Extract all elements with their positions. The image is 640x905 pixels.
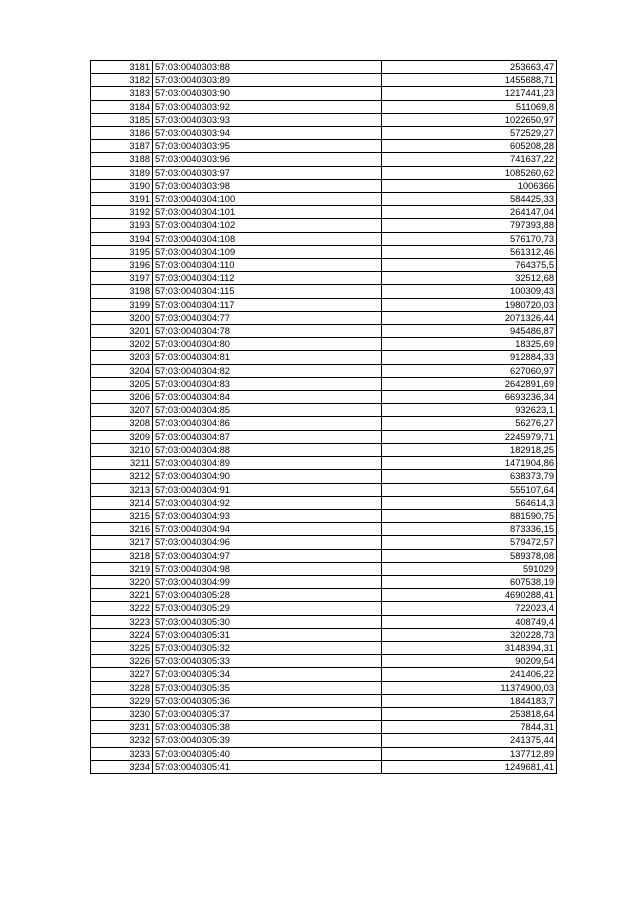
table-row: [91, 734, 557, 747]
value-cell: 1006366: [382, 179, 557, 192]
cadastral-number-cell: 57:03:0040305:36: [153, 694, 382, 707]
value-cell: 1455688,71: [382, 74, 557, 87]
table-row: [91, 219, 557, 232]
row-number-cell: 3182: [91, 74, 153, 87]
row-number-cell: 3213: [91, 483, 153, 496]
cadastral-number-cell: 57:03:0040305:35: [153, 681, 382, 694]
row-number-cell: 3230: [91, 707, 153, 720]
cadastral-number-cell: 57:03:0040304:96: [153, 536, 382, 549]
row-number-cell: 3218: [91, 549, 153, 562]
table-row: [91, 694, 557, 707]
cadastral-number-cell: 57:03:0040304:78: [153, 325, 382, 338]
row-number-cell: 3215: [91, 509, 153, 522]
cadastral-number-cell: 57:03:0040304:83: [153, 377, 382, 390]
table-row: [91, 721, 557, 734]
value-cell: 90209,54: [382, 655, 557, 668]
row-number-cell: 3187: [91, 140, 153, 153]
table-row: [91, 760, 557, 773]
row-number-cell: 3193: [91, 219, 153, 232]
value-cell: 932623,1: [382, 404, 557, 417]
cadastral-number-cell: 57:03:0040304:90: [153, 470, 382, 483]
row-number-cell: 3229: [91, 694, 153, 707]
row-number-cell: 3195: [91, 245, 153, 258]
value-cell: 576170,73: [382, 232, 557, 245]
cadastral-number-cell: 57:03:0040304:97: [153, 549, 382, 562]
table-row: [91, 443, 557, 456]
row-number-cell: 3224: [91, 628, 153, 641]
value-cell: 764375,5: [382, 259, 557, 272]
cadastral-number-cell: 57:03:0040303:89: [153, 74, 382, 87]
value-cell: 1249681,41: [382, 760, 557, 773]
table-row: [91, 311, 557, 324]
value-cell: 241375,44: [382, 734, 557, 747]
row-number-cell: 3232: [91, 734, 153, 747]
table-row: [91, 61, 557, 74]
value-cell: 4690288,41: [382, 589, 557, 602]
row-number-cell: 3185: [91, 113, 153, 126]
value-cell: 6693236,34: [382, 391, 557, 404]
row-number-cell: 3188: [91, 153, 153, 166]
cadastral-number-cell: 57:03:0040304:110: [153, 259, 382, 272]
row-number-cell: 3220: [91, 575, 153, 588]
cadastral-number-cell: 57:03:0040304:101: [153, 206, 382, 219]
table-row: [91, 536, 557, 549]
table-row: [91, 615, 557, 628]
value-cell: 18325,69: [382, 338, 557, 351]
value-cell: 1217441,23: [382, 87, 557, 100]
cadastral-number-cell: 57:03:0040305:39: [153, 734, 382, 747]
cadastral-number-cell: 57:03:0040304:86: [153, 417, 382, 430]
cadastral-number-cell: 57:03:0040304:89: [153, 457, 382, 470]
value-cell: 56276,27: [382, 417, 557, 430]
row-number-cell: 3202: [91, 338, 153, 351]
value-cell: 722023,4: [382, 602, 557, 615]
value-cell: 881590,75: [382, 509, 557, 522]
row-number-cell: 3197: [91, 272, 153, 285]
cadastral-number-cell: 57:03:0040304:99: [153, 575, 382, 588]
table-row: [91, 562, 557, 575]
cadastral-number-cell: 57:03:0040304:82: [153, 364, 382, 377]
table-row: [91, 483, 557, 496]
cadastral-number-cell: 57:03:0040304:117: [153, 298, 382, 311]
value-cell: 564614,3: [382, 496, 557, 509]
table-row: [91, 100, 557, 113]
table-row: [91, 747, 557, 760]
cadastral-number-cell: 57:03:0040304:81: [153, 351, 382, 364]
value-cell: 741637,22: [382, 153, 557, 166]
table-row: [91, 589, 557, 602]
row-number-cell: 3189: [91, 166, 153, 179]
table-row: [91, 259, 557, 272]
row-number-cell: 3205: [91, 377, 153, 390]
table-row: [91, 364, 557, 377]
table-row: [91, 470, 557, 483]
cadastral-number-cell: 57:03:0040305:30: [153, 615, 382, 628]
row-number-cell: 3211: [91, 457, 153, 470]
row-number-cell: 3234: [91, 760, 153, 773]
table-row: [91, 193, 557, 206]
cadastral-number-cell: 57:03:0040305:29: [153, 602, 382, 615]
cadastral-number-cell: 57:03:0040305:40: [153, 747, 382, 760]
row-number-cell: 3209: [91, 430, 153, 443]
table-row: [91, 457, 557, 470]
table-row: [91, 377, 557, 390]
row-number-cell: 3233: [91, 747, 153, 760]
value-cell: 264147,04: [382, 206, 557, 219]
row-number-cell: 3210: [91, 443, 153, 456]
value-cell: 873336,15: [382, 523, 557, 536]
table-row: [91, 430, 557, 443]
cadastral-number-cell: 57:03:0040303:88: [153, 61, 382, 74]
table-row: [91, 74, 557, 87]
table-row: [91, 325, 557, 338]
row-number-cell: 3206: [91, 391, 153, 404]
table-row: [91, 179, 557, 192]
row-number-cell: 3196: [91, 259, 153, 272]
table-row: [91, 351, 557, 364]
value-cell: 912884,33: [382, 351, 557, 364]
row-number-cell: 3222: [91, 602, 153, 615]
cadastral-number-cell: 57:03:0040303:98: [153, 179, 382, 192]
row-number-cell: 3192: [91, 206, 153, 219]
table-row: [91, 206, 557, 219]
table-row: [91, 285, 557, 298]
cadastral-number-cell: 57:03:0040304:94: [153, 523, 382, 536]
cadastral-number-cell: 57:03:0040304:88: [153, 443, 382, 456]
cadastral-number-cell: 57:03:0040304:85: [153, 404, 382, 417]
value-cell: 1844183,7: [382, 694, 557, 707]
value-cell: 627060,97: [382, 364, 557, 377]
value-cell: 182918,25: [382, 443, 557, 456]
value-cell: 605208,28: [382, 140, 557, 153]
value-cell: 320228,73: [382, 628, 557, 641]
cadastral-number-cell: 57:03:0040304:77: [153, 311, 382, 324]
cadastral-number-cell: 57:03:0040305:28: [153, 589, 382, 602]
row-number-cell: 3207: [91, 404, 153, 417]
cadastral-number-cell: 57:03:0040305:34: [153, 668, 382, 681]
row-number-cell: 3212: [91, 470, 153, 483]
value-cell: 137712,89: [382, 747, 557, 760]
value-cell: 3148394,31: [382, 641, 557, 654]
row-number-cell: 3200: [91, 311, 153, 324]
row-number-cell: 3221: [91, 589, 153, 602]
table-row: [91, 232, 557, 245]
cadastral-number-cell: 57:03:0040304:93: [153, 509, 382, 522]
row-number-cell: 3227: [91, 668, 153, 681]
table-row: [91, 87, 557, 100]
row-number-cell: 3204: [91, 364, 153, 377]
table-body: [91, 61, 557, 774]
table-row: [91, 549, 557, 562]
value-cell: 241406,22: [382, 668, 557, 681]
row-number-cell: 3217: [91, 536, 153, 549]
value-cell: 591029: [382, 562, 557, 575]
table-row: [91, 681, 557, 694]
cadastral-number-cell: 57:03:0040304:100: [153, 193, 382, 206]
table-row: [91, 523, 557, 536]
cadastral-number-cell: 57:03:0040304:84: [153, 391, 382, 404]
value-cell: 555107,64: [382, 483, 557, 496]
row-number-cell: 3228: [91, 681, 153, 694]
value-cell: 100309,43: [382, 285, 557, 298]
table-row: [91, 113, 557, 126]
cadastral-number-cell: 57:03:0040303:94: [153, 127, 382, 140]
row-number-cell: 3201: [91, 325, 153, 338]
table-row: [91, 602, 557, 615]
cadastral-number-cell: 57:03:0040304:102: [153, 219, 382, 232]
table-row: [91, 391, 557, 404]
cadastral-number-cell: 57:03:0040305:31: [153, 628, 382, 641]
table-row: [91, 166, 557, 179]
row-number-cell: 3191: [91, 193, 153, 206]
cadastral-number-cell: 57:03:0040304:80: [153, 338, 382, 351]
value-cell: 1022650,97: [382, 113, 557, 126]
cadastral-number-cell: 57:03:0040303:90: [153, 87, 382, 100]
row-number-cell: 3190: [91, 179, 153, 192]
cadastral-number-cell: 57:03:0040303:95: [153, 140, 382, 153]
value-cell: 511069,8: [382, 100, 557, 113]
row-number-cell: 3181: [91, 61, 153, 74]
row-number-cell: 3225: [91, 641, 153, 654]
value-cell: 797393,88: [382, 219, 557, 232]
value-cell: 638373,79: [382, 470, 557, 483]
row-number-cell: 3208: [91, 417, 153, 430]
value-cell: 11374900,03: [382, 681, 557, 694]
value-cell: 253818,64: [382, 707, 557, 720]
value-cell: 253663,47: [382, 61, 557, 74]
row-number-cell: 3183: [91, 87, 153, 100]
table-row: [91, 509, 557, 522]
table-row: [91, 140, 557, 153]
table-row: [91, 404, 557, 417]
value-cell: 408749,4: [382, 615, 557, 628]
cadastral-number-cell: 57:03:0040305:41: [153, 760, 382, 773]
value-cell: 2071326,44: [382, 311, 557, 324]
table-row: [91, 628, 557, 641]
table-row: [91, 668, 557, 681]
document-page: [90, 60, 557, 774]
table-row: [91, 496, 557, 509]
table-row: [91, 153, 557, 166]
row-number-cell: 3199: [91, 298, 153, 311]
row-number-cell: 3219: [91, 562, 153, 575]
row-number-cell: 3194: [91, 232, 153, 245]
row-number-cell: 3226: [91, 655, 153, 668]
cadastral-number-cell: 57:03:0040305:33: [153, 655, 382, 668]
cadastral-number-cell: 57:03:0040303:97: [153, 166, 382, 179]
value-cell: 2642891,69: [382, 377, 557, 390]
cadastral-number-cell: 57:03:0040304:108: [153, 232, 382, 245]
row-number-cell: 3198: [91, 285, 153, 298]
table-row: [91, 655, 557, 668]
row-number-cell: 3214: [91, 496, 153, 509]
value-cell: 579472,57: [382, 536, 557, 549]
value-cell: 589378,08: [382, 549, 557, 562]
cadastral-number-cell: 57:03:0040304:87: [153, 430, 382, 443]
cadastral-number-cell: 57:03:0040304:98: [153, 562, 382, 575]
cadastral-number-cell: 57:03:0040304:115: [153, 285, 382, 298]
cadastral-number-cell: 57:03:0040304:91: [153, 483, 382, 496]
value-cell: 561312,46: [382, 245, 557, 258]
cadastral-value-table: [90, 60, 557, 774]
row-number-cell: 3184: [91, 100, 153, 113]
table-row: [91, 338, 557, 351]
value-cell: 607538,19: [382, 575, 557, 588]
value-cell: 32512,68: [382, 272, 557, 285]
cadastral-number-cell: 57:03:0040305:32: [153, 641, 382, 654]
table-row: [91, 575, 557, 588]
table-row: [91, 641, 557, 654]
value-cell: 7844,31: [382, 721, 557, 734]
cadastral-number-cell: 57:03:0040303:93: [153, 113, 382, 126]
cadastral-number-cell: 57:03:0040304:109: [153, 245, 382, 258]
value-cell: 584425,33: [382, 193, 557, 206]
table-row: [91, 245, 557, 258]
row-number-cell: 3223: [91, 615, 153, 628]
cadastral-number-cell: 57:03:0040303:96: [153, 153, 382, 166]
table-row: [91, 272, 557, 285]
cadastral-number-cell: 57:03:0040305:37: [153, 707, 382, 720]
value-cell: 1471904,86: [382, 457, 557, 470]
row-number-cell: 3231: [91, 721, 153, 734]
row-number-cell: 3203: [91, 351, 153, 364]
table-row: [91, 127, 557, 140]
row-number-cell: 3216: [91, 523, 153, 536]
cadastral-number-cell: 57:03:0040305:38: [153, 721, 382, 734]
table-row: [91, 417, 557, 430]
value-cell: 572529,27: [382, 127, 557, 140]
table-row: [91, 707, 557, 720]
cadastral-number-cell: 57:03:0040304:112: [153, 272, 382, 285]
row-number-cell: 3186: [91, 127, 153, 140]
value-cell: 945486,87: [382, 325, 557, 338]
value-cell: 2245979,71: [382, 430, 557, 443]
value-cell: 1980720,03: [382, 298, 557, 311]
value-cell: 1085260,62: [382, 166, 557, 179]
cadastral-number-cell: 57:03:0040303:92: [153, 100, 382, 113]
table-row: [91, 298, 557, 311]
cadastral-number-cell: 57:03:0040304:92: [153, 496, 382, 509]
